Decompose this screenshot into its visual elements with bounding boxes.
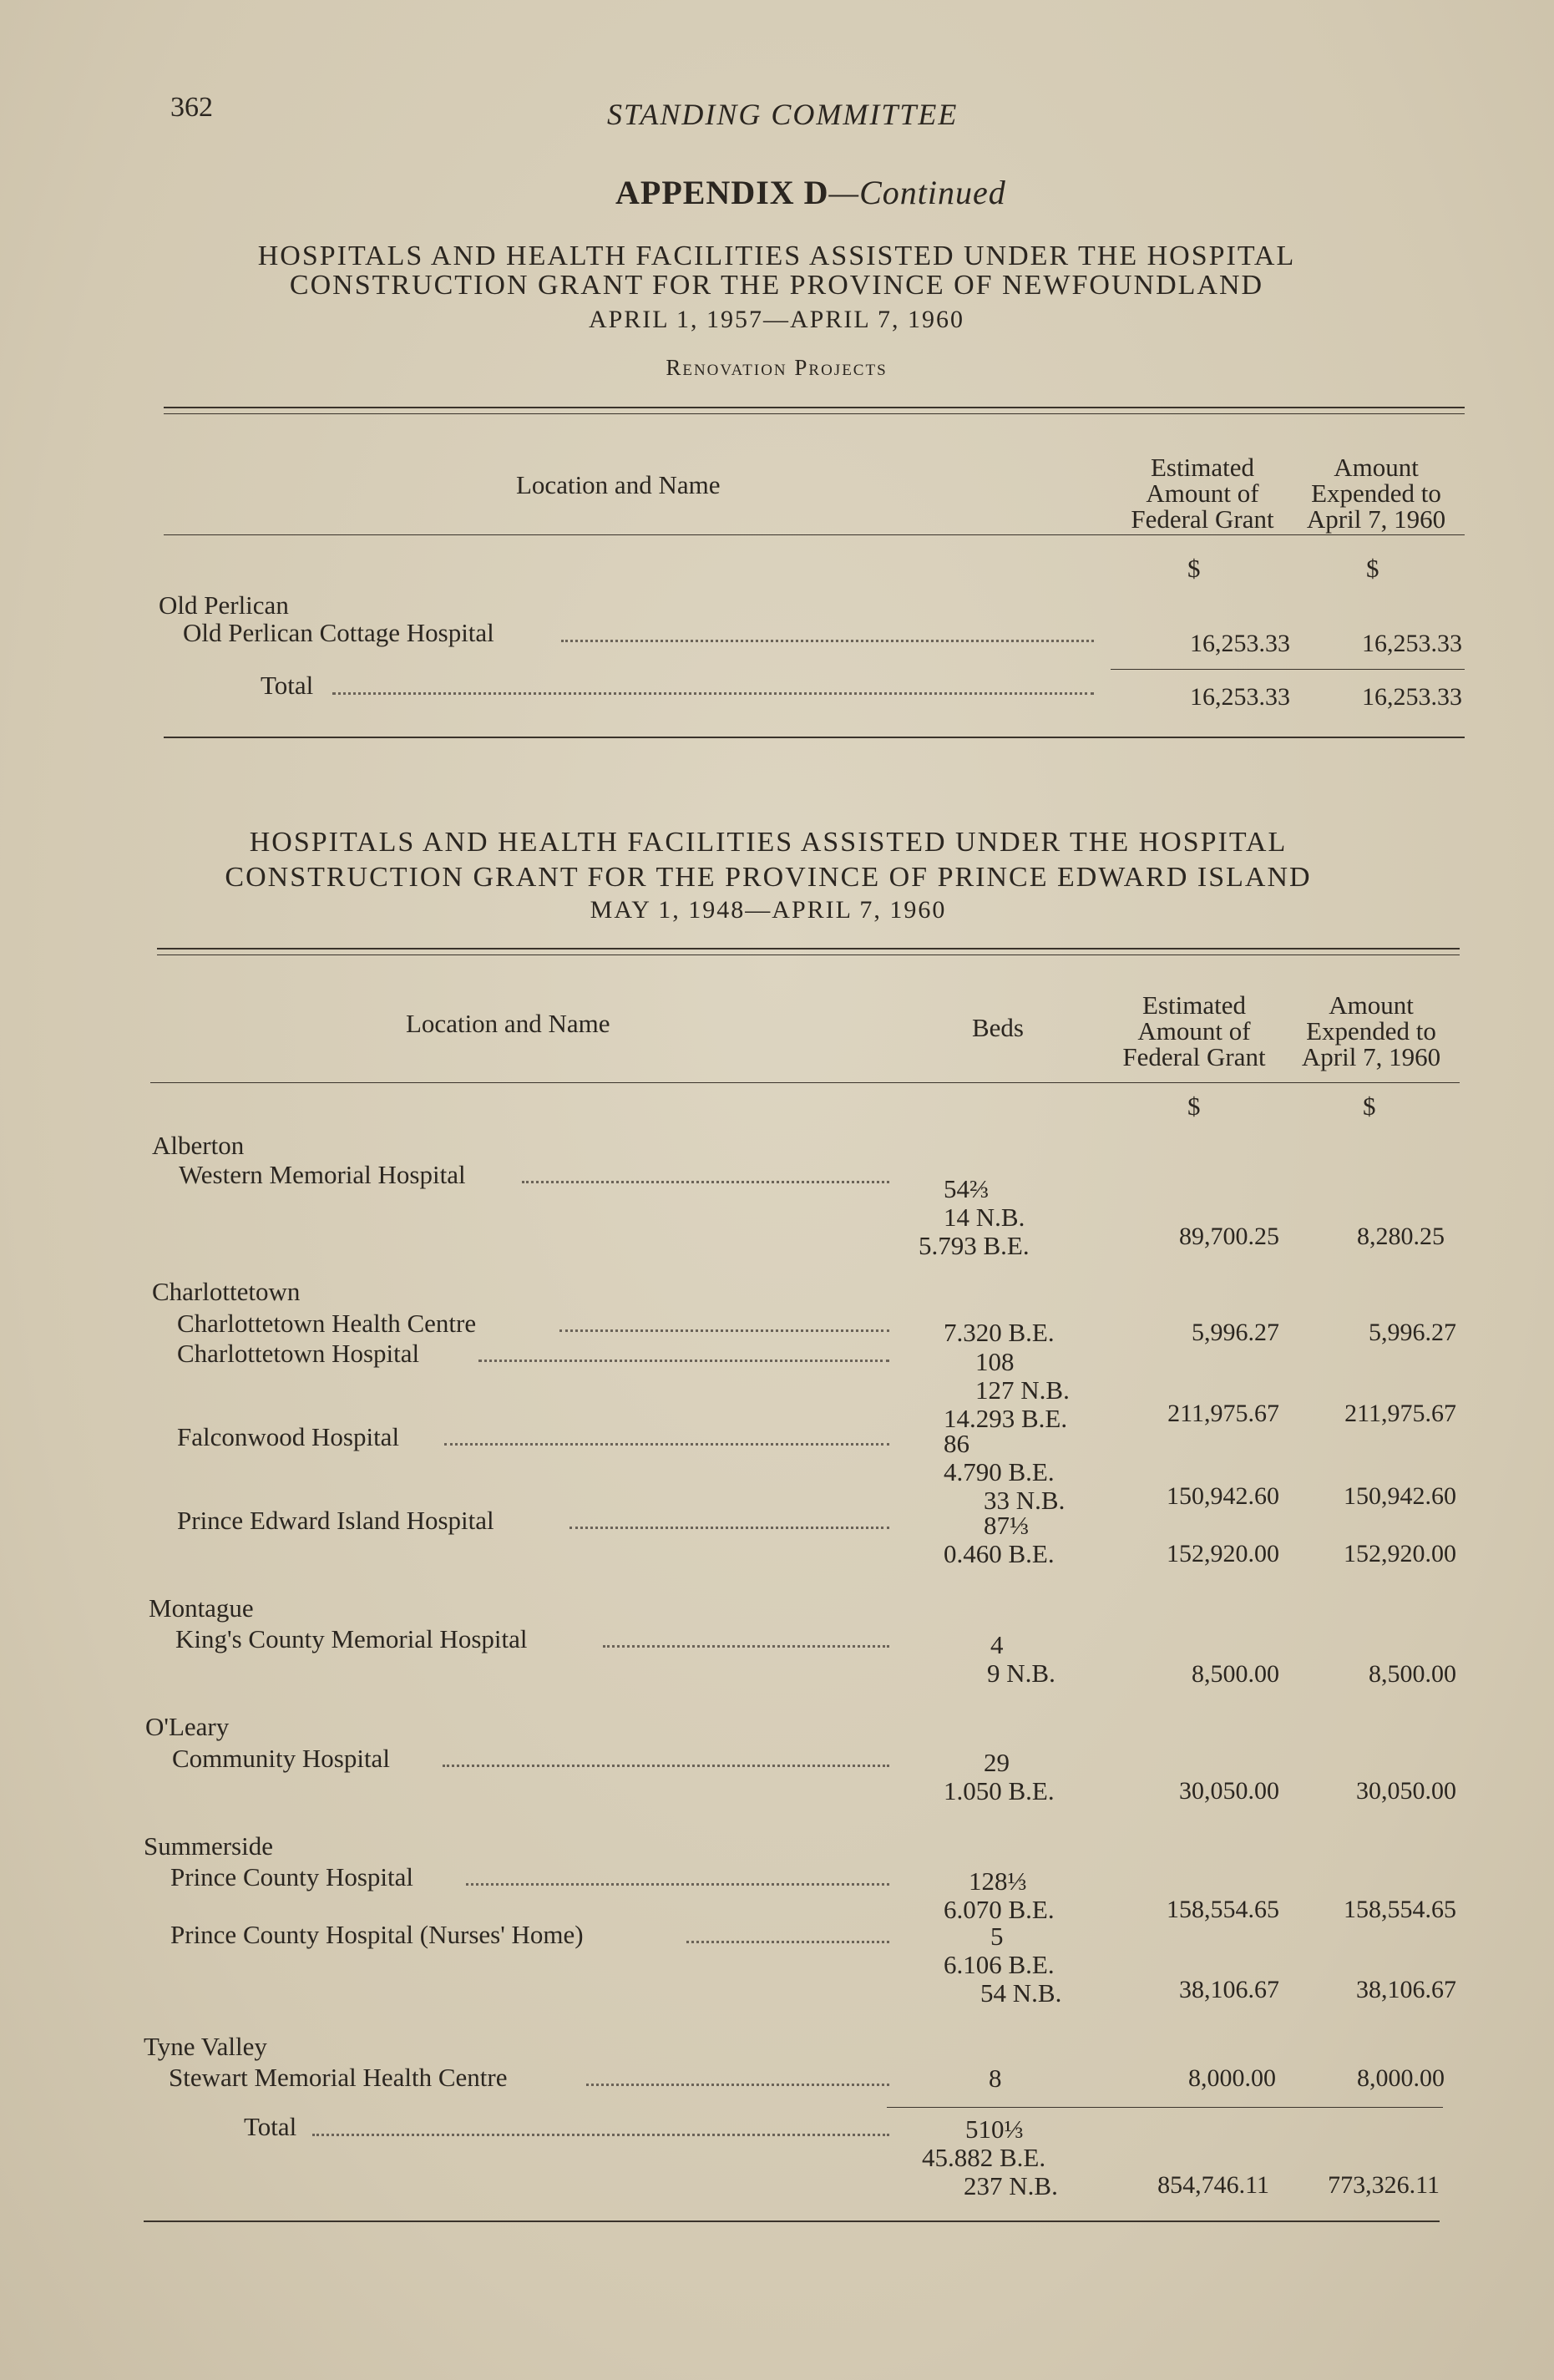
appendix-continued: —Continued bbox=[828, 174, 1006, 211]
nfld-total-estimated: 16,253.33 bbox=[1190, 683, 1290, 711]
pei-row-beds-line: 0.460 B.E. bbox=[944, 1539, 1055, 1568]
pei-row-estimated: 5,996.27 bbox=[1192, 1319, 1279, 1346]
pei-currency-expended: $ bbox=[1363, 1091, 1376, 1121]
pei-row-estimated: 158,554.65 bbox=[1167, 1896, 1279, 1923]
pei-row-beds bbox=[919, 1174, 1030, 1260]
nfld-title-line1: HOSPITALS AND HEALTH FACILITIES ASSISTED UNDER THE HOSPITAL bbox=[257, 241, 1296, 271]
pei-row-leader bbox=[569, 1527, 889, 1529]
pei-total-estimated: 854,746.11 bbox=[1157, 2171, 1269, 2199]
pei-row-beds bbox=[944, 1319, 1055, 1347]
nfld-header-estimated-l1: Estimated bbox=[1151, 453, 1254, 482]
nfld-header-estimated-l3: Federal Grant bbox=[1131, 504, 1274, 534]
nfld-total-leader bbox=[332, 692, 1094, 695]
pei-row-expended: 8,000.00 bbox=[1357, 2064, 1445, 2092]
nfld-header-rule bbox=[164, 534, 1465, 535]
pei-row-beds bbox=[944, 1348, 1070, 1433]
pei-row-beds-line: 128⅓ bbox=[969, 1866, 1027, 1896]
pei-location-alberton: Alberton bbox=[152, 1131, 245, 1160]
nfld-title-line2: CONSTRUCTION GRANT FOR THE PROVINCE OF NEWFOUNDLAND bbox=[289, 270, 1264, 301]
pei-row-name: King's County Memorial Hospital bbox=[175, 1624, 528, 1653]
nfld-header-location: Location and Name bbox=[516, 470, 721, 499]
pei-row-beds-line: 4.790 B.E. bbox=[944, 1457, 1055, 1486]
pei-bottom-rule bbox=[144, 2220, 1440, 2222]
pei-row-beds bbox=[944, 1430, 1065, 1515]
nfld-row-leader bbox=[561, 640, 1094, 642]
pei-currency-estimated: $ bbox=[1187, 1091, 1201, 1121]
pei-header-estimated-l1: Estimated bbox=[1142, 990, 1246, 1020]
pei-header-estimated bbox=[1094, 992, 1294, 1070]
pei-row-expended: 158,554.65 bbox=[1344, 1896, 1456, 1923]
nfld-header-estimated-l2: Amount of bbox=[1146, 479, 1259, 508]
pei-row-beds-line: 6.070 B.E. bbox=[944, 1895, 1055, 1924]
pei-total-label: Total bbox=[244, 2112, 297, 2141]
nfld-header-expended-l3: April 7, 1960 bbox=[1306, 504, 1446, 534]
pei-row-beds-line: 54 N.B. bbox=[980, 1978, 1062, 2008]
pei-row-beds bbox=[987, 1630, 1055, 1688]
pei-location-tyne-valley: Tyne Valley bbox=[144, 2032, 267, 2061]
pei-row-beds-line: 86 bbox=[944, 1429, 969, 1458]
pei-row-expended: 150,942.60 bbox=[1344, 1482, 1456, 1510]
pei-row-estimated: 8,000.00 bbox=[1188, 2064, 1276, 2092]
pei-row-estimated: 38,106.67 bbox=[1179, 1976, 1279, 2003]
pei-row-beds-line: 7.320 B.E. bbox=[944, 1318, 1055, 1347]
pei-row-estimated: 30,050.00 bbox=[1179, 1777, 1279, 1805]
pei-row-expended: 211,975.67 bbox=[1344, 1400, 1456, 1427]
nfld-total-expended: 16,253.33 bbox=[1362, 683, 1462, 711]
pei-row-beds-line: 5.793 B.E. bbox=[919, 1231, 1030, 1260]
nfld-top-rule-2 bbox=[164, 413, 1465, 414]
pei-row-estimated: 150,942.60 bbox=[1167, 1482, 1279, 1510]
pei-row-beds bbox=[944, 1922, 1061, 2008]
pei-row-name: Prince County Hospital (Nurses' Home) bbox=[170, 1920, 584, 1949]
pei-row-beds bbox=[989, 2064, 1002, 2093]
pei-total-leader bbox=[312, 2134, 889, 2136]
pei-total-beds-line: 237 N.B. bbox=[964, 2171, 1058, 2200]
pei-location-charlottetown: Charlottetown bbox=[152, 1277, 301, 1306]
pei-row-expended: 8,280.25 bbox=[1357, 1223, 1445, 1250]
pei-row-estimated: 89,700.25 bbox=[1179, 1223, 1279, 1250]
appendix-heading bbox=[615, 173, 1006, 212]
pei-row-expended: 8,500.00 bbox=[1369, 1660, 1456, 1688]
pei-row-beds bbox=[944, 1867, 1055, 1924]
pei-header-expended-l2: Expended to bbox=[1306, 1016, 1436, 1046]
pei-row-expended: 38,106.67 bbox=[1356, 1976, 1456, 2003]
pei-row-leader bbox=[444, 1443, 889, 1446]
pei-location-oleary: O'Leary bbox=[145, 1712, 230, 1741]
pei-row-beds-line: 54⅔ bbox=[944, 1174, 990, 1203]
nfld-location-old-perlican: Old Perlican bbox=[159, 590, 289, 620]
pei-row-name: Falconwood Hospital bbox=[177, 1422, 400, 1451]
pei-header-estimated-l2: Amount of bbox=[1137, 1016, 1251, 1046]
pei-row-estimated: 152,920.00 bbox=[1167, 1540, 1279, 1567]
pei-total-expended: 773,326.11 bbox=[1328, 2171, 1440, 2199]
nfld-total-label: Total bbox=[261, 671, 314, 700]
nfld-title-line3: APRIL 1, 1957—APRIL 7, 1960 bbox=[588, 306, 965, 333]
pei-row-beds-line: 9 N.B. bbox=[987, 1658, 1055, 1688]
pei-row-beds-line: 33 N.B. bbox=[984, 1486, 1066, 1515]
pei-row-beds-line: 14 N.B. bbox=[944, 1203, 1025, 1232]
pei-row-beds-line: 8 bbox=[989, 2064, 1002, 2093]
pei-row-expended: 5,996.27 bbox=[1369, 1319, 1456, 1346]
nfld-header-expended bbox=[1293, 454, 1460, 532]
pei-header-expended-l1: Amount bbox=[1329, 990, 1414, 1020]
pei-row-leader bbox=[686, 1941, 889, 1943]
pei-header-expended-l3: April 7, 1960 bbox=[1301, 1042, 1441, 1071]
nfld-header-expended-l2: Expended to bbox=[1311, 479, 1441, 508]
pei-row-beds-line: 29 bbox=[984, 1748, 1010, 1777]
pei-location-summerside: Summerside bbox=[144, 1831, 273, 1861]
pei-row-leader bbox=[559, 1329, 889, 1332]
pei-row-beds bbox=[944, 1749, 1055, 1805]
pei-sum-rule bbox=[887, 2107, 1443, 2108]
nfld-bottom-rule bbox=[164, 737, 1465, 738]
pei-header-rule bbox=[150, 1082, 1460, 1083]
pei-row-beds-line: 87⅓ bbox=[984, 1511, 1030, 1540]
nfld-subtitle: Renovation Projects bbox=[666, 355, 888, 380]
running-head: STANDING COMMITTEE bbox=[607, 98, 959, 131]
pei-total-beds bbox=[922, 2115, 1058, 2200]
pei-header-beds: Beds bbox=[972, 1013, 1024, 1042]
pei-total-beds-line: 510⅓ bbox=[965, 2114, 1024, 2144]
pei-header-expended bbox=[1286, 992, 1456, 1070]
pei-title-line3: MAY 1, 1948—APRIL 7, 1960 bbox=[590, 896, 947, 924]
pei-row-name: Community Hospital bbox=[172, 1744, 390, 1773]
pei-location-montague: Montague bbox=[149, 1593, 254, 1623]
pei-row-beds-line: 108 bbox=[975, 1347, 1015, 1376]
pei-row-estimated: 211,975.67 bbox=[1167, 1400, 1279, 1427]
pei-header-estimated-l3: Federal Grant bbox=[1122, 1042, 1266, 1071]
pei-row-beds bbox=[944, 1512, 1055, 1568]
pei-row-beds-line: 14.293 B.E. bbox=[944, 1404, 1068, 1433]
pei-row-leader bbox=[466, 1883, 889, 1886]
nfld-row-name: Old Perlican Cottage Hospital bbox=[183, 618, 494, 647]
pei-row-leader bbox=[443, 1765, 889, 1767]
pei-total-beds-line: 45.882 B.E. bbox=[922, 2143, 1046, 2172]
pei-row-leader bbox=[478, 1360, 889, 1362]
pei-row-name: Prince Edward Island Hospital bbox=[177, 1506, 494, 1535]
pei-row-name: Charlottetown Hospital bbox=[177, 1339, 420, 1368]
pei-row-beds-line: 6.106 B.E. bbox=[944, 1950, 1055, 1979]
pei-row-expended: 152,920.00 bbox=[1344, 1540, 1456, 1567]
pei-row-beds-line: 1.050 B.E. bbox=[944, 1776, 1055, 1805]
pei-row-name: Western Memorial Hospital bbox=[179, 1160, 466, 1189]
pei-top-rule-1 bbox=[157, 948, 1460, 949]
pei-row-beds-line: 5 bbox=[990, 1922, 1004, 1951]
pei-row-name: Stewart Memorial Health Centre bbox=[169, 2063, 508, 2092]
nfld-row-expended: 16,253.33 bbox=[1362, 630, 1462, 657]
pei-row-expended: 30,050.00 bbox=[1356, 1777, 1456, 1805]
pei-row-leader bbox=[603, 1645, 889, 1648]
nfld-header-expended-l1: Amount bbox=[1334, 453, 1419, 482]
pei-row-name: Prince County Hospital bbox=[170, 1862, 414, 1891]
page-number: 362 bbox=[170, 92, 213, 123]
nfld-sum-rule bbox=[1111, 669, 1465, 670]
pei-header-location: Location and Name bbox=[406, 1009, 610, 1038]
pei-row-beds-line: 4 bbox=[990, 1630, 1004, 1659]
pei-title-line2: CONSTRUCTION GRANT FOR THE PROVINCE OF PRINCE EDWARD ISLAND bbox=[225, 862, 1312, 893]
nfld-currency-estimated: $ bbox=[1187, 554, 1201, 583]
nfld-header-estimated bbox=[1102, 454, 1303, 532]
pei-row-name: Charlottetown Health Centre bbox=[177, 1309, 477, 1338]
pei-row-leader bbox=[586, 2084, 889, 2086]
pei-row-beds-line: 127 N.B. bbox=[975, 1375, 1070, 1405]
nfld-currency-expended: $ bbox=[1366, 554, 1379, 583]
appendix-label: APPENDIX D bbox=[615, 174, 829, 211]
nfld-row-estimated: 16,253.33 bbox=[1190, 630, 1290, 657]
pei-row-leader bbox=[522, 1181, 889, 1183]
pei-row-estimated: 8,500.00 bbox=[1192, 1660, 1279, 1688]
pei-title-line1: HOSPITALS AND HEALTH FACILITIES ASSISTED UNDER THE HOSPITAL bbox=[249, 827, 1288, 858]
nfld-top-rule-1 bbox=[164, 407, 1465, 408]
